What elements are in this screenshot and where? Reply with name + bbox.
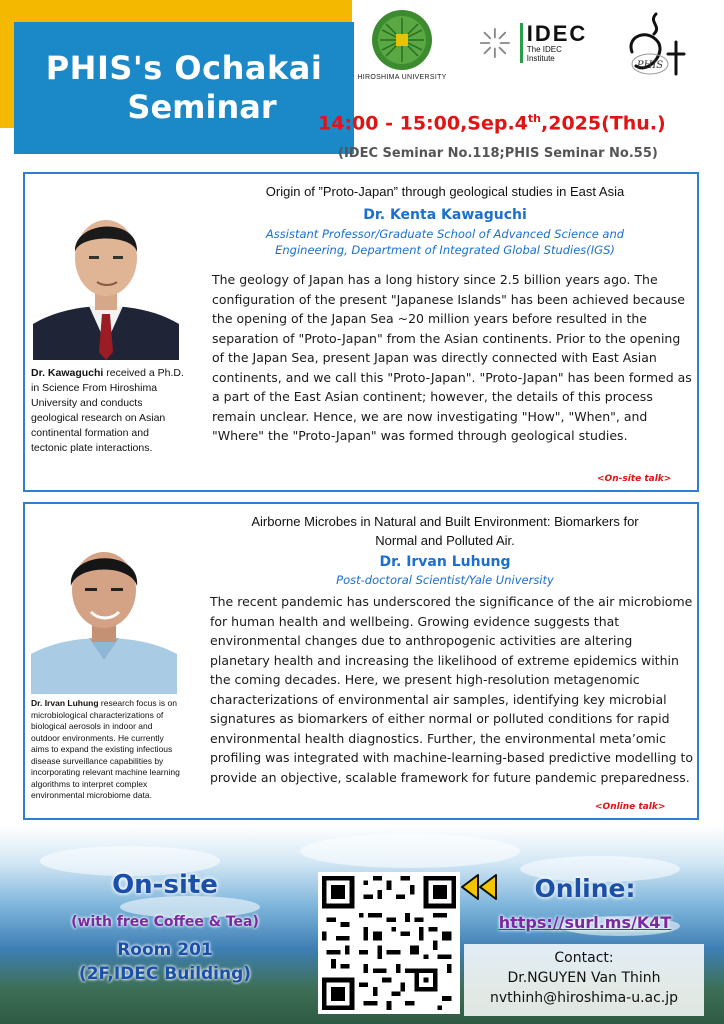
online-info: [470, 874, 700, 932]
phis-logo-text: PHIS: [636, 60, 664, 71]
idec-subtitle: The IDEC Institute: [526, 45, 562, 63]
abstract-2: The recent pandemic has underscored the significance of the air microbiome for human health and wellbeing. Growing evidence suggests that environmental changes due to anthropogenic activities are altering planetary health and increasing the likelihood of extreme epidemics within the coming decades. Here, we present high-resolution metagenomic characterizations of environmental air samples, identifying key microbial signatures as biomarkers of either normal or polluted conditions for rapid environmental health diagnostics. Further, the environmental meta’omic profiling was integrated with machine-learning-based predictive modelling to provide an objective, scalable framework for future pandemic preparedness.: [210, 594, 694, 785]
contact-label: Contact:: [554, 950, 614, 966]
speaker-name-1: Dr. Kenta Kawaguchi: [363, 207, 527, 223]
hiroshima-university-logo: [356, 8, 448, 84]
phis-calligraphy-icon: [618, 8, 692, 88]
talk-title-1: Origin of ”Proto-Japan” through geological studies in East Asia: [265, 184, 625, 199]
talk-mode-tag-2: <Online talk>: [595, 802, 666, 812]
speaker-photo-kawaguchi: [33, 194, 179, 360]
onsite-room: Room 201: [117, 940, 213, 960]
talk-title-2: Airborne Microbes in Natural and Built Environment: Biomarkers for Normal and Polluted Air.: [251, 514, 639, 548]
contact-email[interactable]: nvthinh@hiroshima-u.ac.jp: [489, 990, 679, 1006]
speaker-bio-2: Dr. Irvan Luhung research focus is on microbiological characterizations of biological aerosols in indoor and outdoor environments. He currently aims to expand the existing infectious disease surveillance capabilities by incorporating relevant machine learning algorithms to interpret complex environmental microbiome data.: [31, 698, 180, 800]
phis-logo: [618, 8, 692, 88]
page-title-line1: PHIS's Ochakai: [45, 49, 323, 87]
onsite-heading: On-site: [112, 870, 218, 900]
speaker-affiliation-1: Assistant Professor/Graduate School of Advanced Science and Engineering, Department of Integrated Global Studies(IGS): [265, 227, 625, 257]
qr-code[interactable]: [318, 872, 460, 1014]
event-datetime: 14:00 - 15:00,Sep.4th,2025(Thu.): [318, 112, 666, 135]
idec-star-icon: [478, 25, 512, 61]
talk-mode-tag-1: <On-site talk>: [597, 474, 672, 484]
online-link[interactable]: https://surl.ms/K4T: [498, 913, 672, 932]
contact-name: Dr.NGUYEN Van Thinh: [507, 970, 661, 986]
idec-logo: [478, 18, 588, 68]
speaker-affiliation-2: Post-doctoral Scientist/Yale University: [336, 573, 554, 587]
university-caption: HIROSHIMA UNIVERSITY: [357, 74, 447, 81]
university-emblem-icon: [370, 8, 434, 72]
seminar-number: (IDEC Seminar No.118;PHIS Seminar No.55): [338, 146, 658, 161]
onsite-info: [30, 870, 300, 986]
page-title-line2: Seminar: [127, 88, 277, 126]
onsite-coffee-note: (with free Coffee & Tea): [71, 914, 259, 930]
talk-card-2: [23, 502, 699, 820]
abstract-1: The geology of Japan has a long history since 2.5 billion years ago. The configuration of the present "Japanese Islands" has been achieved because the opening of the Japan Sea ~20 million years before resulted in the separation of "Proto-Japan" from the Asian continents. Prior to the opening of the Japan Sea, present Japan was directly connected with East Asian continents, and we call this "Proto-Japan". "Proto-Japan" has been formed as a part of the East Asian continent; however, the details of this process remain unclear. Hence, we are now investigating "How", "When", and "Where" the "Proto-Japan" was formed through geological studies.: [212, 272, 692, 443]
speaker-bio-1: Dr. Kawaguchi received a Ph.D. in Science From Hiroshima University and conducts geological research on Asian continental formation and tectonic plate interactions.: [31, 367, 184, 454]
contact-box: [464, 944, 704, 1016]
online-heading: Online:: [534, 874, 636, 903]
title-banner: [14, 22, 354, 154]
speaker-name-2: Dr. Irvan Luhung: [379, 554, 511, 570]
qr-code-icon: [322, 876, 456, 1010]
idec-name: IDEC: [526, 21, 588, 46]
talk-card-1: [23, 172, 699, 492]
onsite-building: (2F,IDEC Building): [78, 964, 252, 984]
speaker-photo-luhung: [31, 534, 177, 694]
